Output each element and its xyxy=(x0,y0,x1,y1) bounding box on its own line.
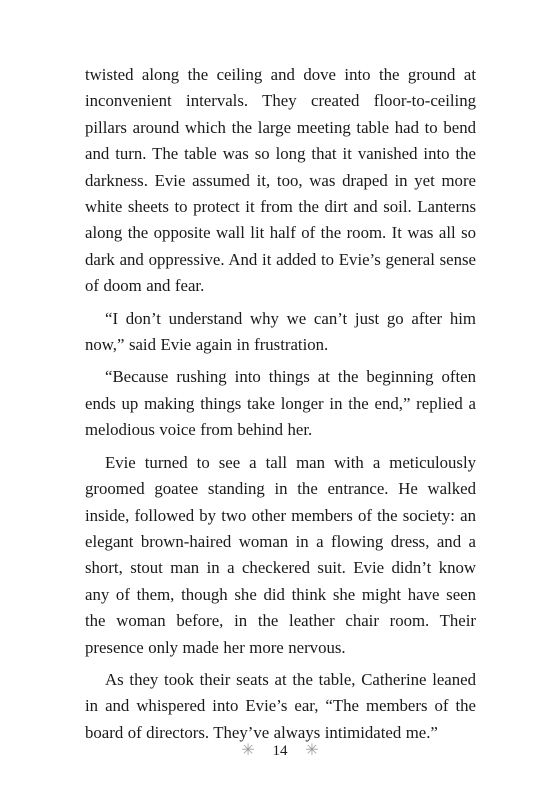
paragraph-continuation: twisted along the ceiling and dove into the ground at inconvenient intervals. They created floor-to-ceiling pillars around which the large meeting table had to bend and turn. The table was so long that it vanished into the darkness. Evie assumed it, too, was draped in yet more white sheets to protect it from the dirt and soil. Lanterns along the opposite wall lit half of the room. It was all so dark and oppressive. And it added to Evie’s general sense of doom and fear. xyxy=(85,65,476,296)
paragraph-melodious-voice: “Because rushing into things at the beginning often ends up making things take longer in the end,” replied a melodious voice from behind her. xyxy=(85,367,476,440)
paragraph-board-members-enter: Evie turned to see a tall man with a meticulously groomed goatee standing in the entrance. He walked inside, followed by two other members of the society: an elegant brown-haired woman in a flowing dress, and a short, stout man in a checkered suit. Evie didn’t know any of them, though she did think she might have seen the woman before, in the leather chair room. Their presence only made her more nervous. xyxy=(85,452,476,657)
paragraph-catherine-whisper: As they took their seats at the table, Catherine leaned in and whispered into Evie’s ear, “The members of the board of directors. They’ve always intimidated me.” xyxy=(85,669,476,742)
page-number: 14 xyxy=(272,742,288,759)
page-footer xyxy=(0,740,560,761)
asterisk-ornament-icon: ✳ xyxy=(305,741,319,759)
body-text xyxy=(85,62,476,746)
asterisk-ornament-icon: ✳ xyxy=(241,741,255,759)
paragraph-evie-dialogue: “I don’t understand why we can’t just go after him now,” said Evie again in frustration. xyxy=(85,308,476,355)
